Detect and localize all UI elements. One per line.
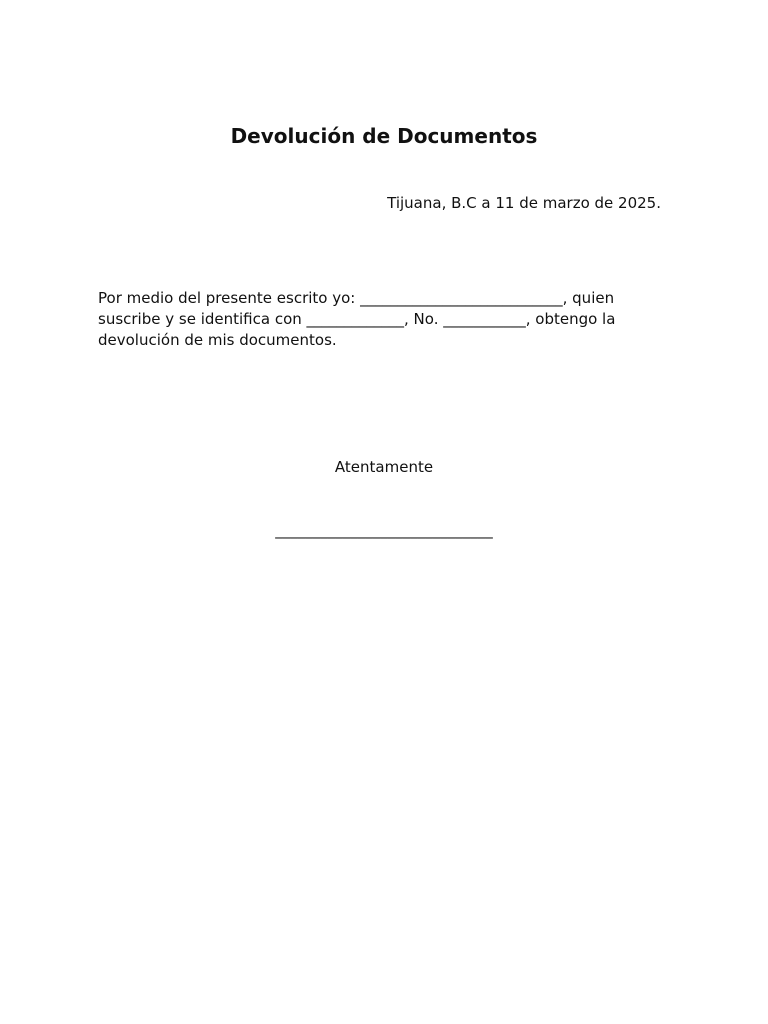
- closing-text: Atentamente: [334, 458, 434, 476]
- body-paragraph: Por medio del presente escrito yo: ___________________________, quien suscribe y se identifica con _____________, No. ___________, obtengo la devolución de mis documentos.: [98, 289, 616, 349]
- signature-line: _____________________________: [275, 521, 493, 539]
- place-date: Tijuana, B.C a 11 de marzo de 2025.: [387, 194, 661, 212]
- document-title: Devolución de Documentos: [230, 124, 538, 148]
